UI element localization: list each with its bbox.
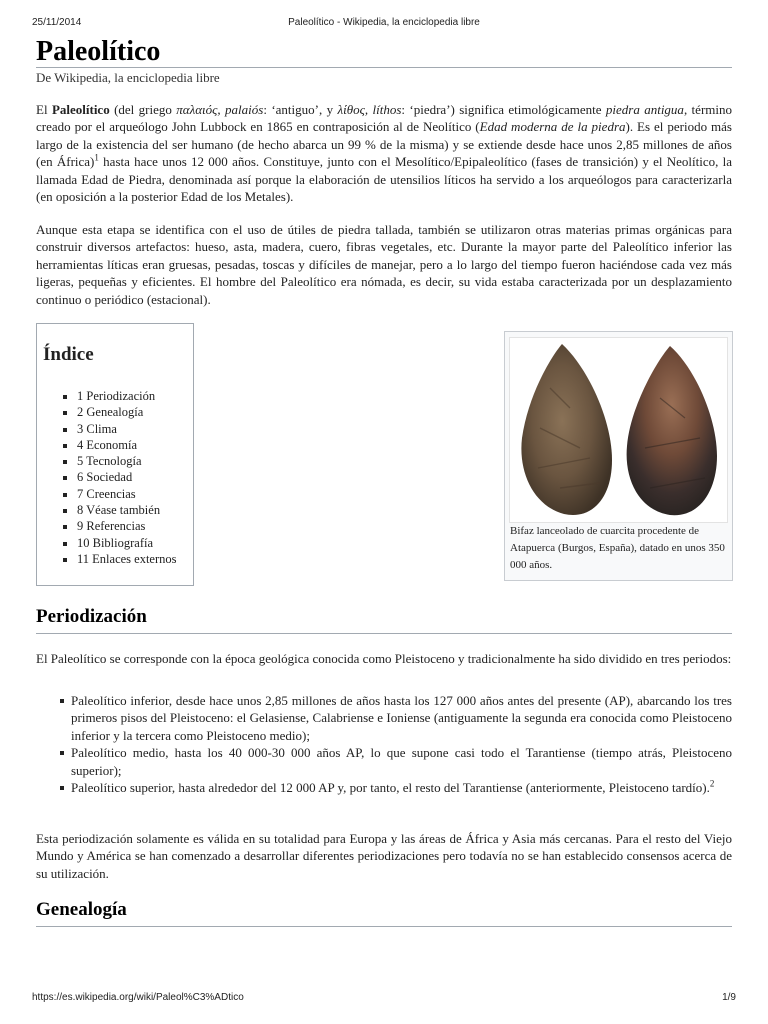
toc-item-tecnologia[interactable]: 5 Tecnología: [37, 453, 177, 469]
print-date: 25/11/2014: [32, 17, 82, 28]
toc-item-creencias[interactable]: 7 Creencias: [37, 486, 177, 502]
second-paragraph: Aunque esta etapa se identifica con el uso de útiles de piedra tallada, también se utilizaron otras materias primas orgánicas para construir diversos artefactos: hueso, asta, madera, cuero, fibras vegetales, etc. Durante la mayor parte del Paleolítico inferior las herramientas líticas eran gruesas, pesadas, toscas y difíciles de manejar, pero a lo largo del tiempo fueron haciéndose cada vez más ligeras, pequeñas y eficientes. El hombre del Paleolítico era nómada, es decir, su vida estaba caracterizada por un desplazamiento continuo o periódico (estacional).: [36, 222, 732, 307]
periodizacion-intro: El Paleolítico se corresponde con la época geológica conocida como Pleistoceno y tradicionalmente ha sido dividido en tres periodos:: [36, 651, 732, 666]
list-item-paleolitico-superior: Paleolítico superior, hasta alrededor del 12 000 AP y, por tanto, el resto del Tarantiense (anteriormente, Pleistoceno tardío).$^2$: [36, 779, 732, 796]
link-edad-moderna[interactable]: Edad moderna de la piedra: [479, 119, 626, 135]
title-divider: [36, 67, 732, 68]
toc-item-economia[interactable]: 4 Economía: [37, 437, 177, 453]
section-divider-genealogia: [36, 926, 732, 927]
reference-1[interactable]: 1: [94, 152, 99, 163]
reference-2[interactable]: 2: [709, 778, 715, 789]
toc-item-vease-tambien[interactable]: 8 Véase también: [37, 502, 177, 518]
heading-periodizacion: Periodización: [36, 606, 147, 627]
heading-genealogia: Genealogía: [36, 899, 127, 920]
print-url[interactable]: https://es.wikipedia.org/wiki/Paleol%C3%ADtico: [32, 992, 244, 1003]
toc-item-bibliografia[interactable]: 10 Bibliografía: [37, 535, 177, 551]
toc-list: [37, 388, 177, 567]
figure-caption: Bifaz lanceolado de cuarcita procedente de Atapuerca (Burgos, España), datado en unos 350 000 años.: [510, 525, 725, 571]
link-piedra-antigua[interactable]: piedra antigua: [605, 102, 684, 117]
list-item-paleolitico-medio: Paleolítico medio, hasta los 40 000-30 000 años AP, lo que supone casi todo el Tarantiense (tiempo atrás, Pleistoceno superior);: [36, 744, 732, 779]
print-page-number: 1/9: [722, 992, 736, 1003]
toc-item-clima[interactable]: 3 Clima: [37, 421, 177, 437]
intro-paragraph: El Paleolítico (del griego παλαιός, palaiós: ‘antiguo’, y λίθος, líthos: ‘piedra’) significa etimológicamente piedra antigua, término creado por el arqueólogo John Lubbock en 1865 en contraposición al de Neolítico (Edad moderna de la piedra). Es el periodo más largo de la existencia del ser humano (de hecho abarca un 99 % de la misma) y se extiende desde hace unos 2,85 millones de años (en África)$^1$ hasta hace unos 12 000 años. Constituye, junto con el Mesolítico/Epipaleolítico (fases de transición) y el Neolítico, la llamada Edad de Piedra, denominada así porque la elaboración de utensilios líticos ha servido a los arqueólogos para caracterizarla (en oposición a la posterior Edad de los Metales).: [36, 102, 733, 205]
figure-thumbnail: [504, 331, 733, 581]
period-list: [36, 692, 732, 796]
toc-item-sociedad[interactable]: 6 Sociedad: [37, 469, 177, 485]
list-item-paleolitico-inferior: Paleolítico inferior, desde hace unos 2,85 millones de años hasta los 127 000 años antes del presente (AP), abarcando los tres primeros pisos del Pleistoceno: el Gelasiense, Calabriense e Ioniense (antiguamente la segunda era conocida como Pleistoceno inferior y la tercera como Pleistoceno medio);: [36, 692, 732, 744]
site-tagline: De Wikipedia, la enciclopedia libre: [36, 70, 220, 85]
bold-term: Paleolítico: [51, 102, 110, 117]
toc-item-enlaces-externos[interactable]: 11 Enlaces externos: [37, 551, 177, 567]
periodizacion-closing: Esta periodización solamente es válida en su totalidad para Europa y las áreas de África y Asia más cercanas. Para el resto del Viejo Mundo y América se han comenzado a desarrollar diferentes periodizaciones pero todavía no se han establecido consensos acerca de su utilización.: [36, 831, 732, 881]
page-title: Paleolítico: [36, 36, 161, 67]
toc-title: Índice: [43, 344, 94, 365]
bifaces-hand-axes-image[interactable]: [509, 337, 728, 523]
toc-item-genealogia[interactable]: 2 Genealogía: [37, 404, 177, 420]
section-divider: [36, 633, 732, 634]
toc-item-referencias[interactable]: 9 Referencias: [37, 518, 177, 534]
toc-item-periodizacion[interactable]: 1 Periodización: [37, 388, 177, 404]
hand-axe-right: [627, 346, 717, 515]
hand-axe-left: [521, 344, 612, 515]
print-page-title: Paleolítico - Wikipedia, la enciclopedia libre: [288, 17, 480, 28]
table-of-contents: [36, 323, 194, 586]
